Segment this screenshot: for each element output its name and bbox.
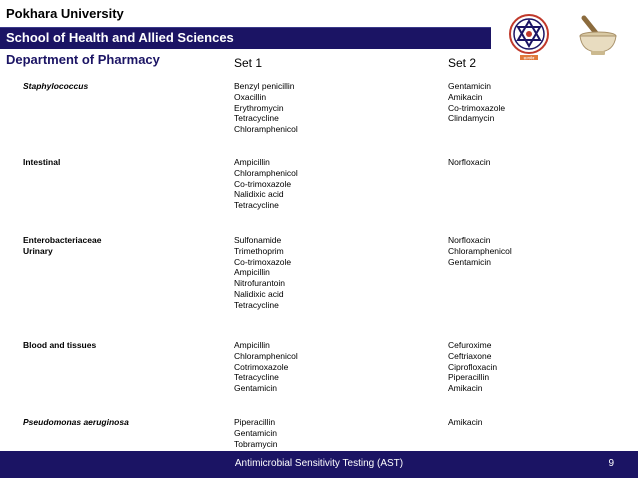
drug-item: Ceftriaxone [448,350,492,361]
drug-item: Sulfonamide [234,235,282,245]
organism-label [23,235,101,257]
school-title: School of Health and Allied Sciences [6,30,234,45]
drug-item: Benzyl penicillin [234,81,295,91]
drug-item: Tobramycin [234,438,278,449]
drug-item: Chloramphenicol [234,167,298,178]
organism-line: Enterobacteriaceae [23,235,102,245]
organism-line: Intestinal [23,157,61,167]
mortar-pestle-icon [574,14,622,58]
drug-item: Tetracycline [234,113,279,124]
drug-item: Amikacin [448,91,483,102]
department-title: Department of Pharmacy [6,52,160,67]
set2-header: Set 2 [448,56,477,70]
drug-item: Piperacillin [448,372,490,383]
drug-item: Gentamicin [234,383,277,394]
university-title: Pokhara University [6,6,124,21]
drug-item: Ampicillin [234,340,270,350]
drug-item: Cotrimoxazole [234,361,289,372]
organism-label [23,157,60,168]
drug-item: Erythromycin [234,102,284,113]
drug-item: Oxacillin [234,91,267,102]
drug-item: Tetracycline [234,200,279,211]
drug-item: Co-trimoxazole [448,102,506,113]
page-number: 9 [608,458,614,469]
set1-drug-list [234,235,291,311]
drug-item: Gentamicin [448,81,491,91]
svg-text:सत्यमेव: सत्यमेव [523,55,535,61]
drug-item: Nalidixic acid [234,288,284,299]
footer-bar [0,451,638,478]
set2-drug-list [448,340,497,394]
set2-drug-list [448,235,512,267]
drug-item: Norfloxacin [448,235,491,245]
drug-item: Clindamycin [448,113,495,124]
drug-item: Piperacillin [234,417,276,427]
drug-item: Ciprofloxacin [448,361,498,372]
drug-item: Cefuroxime [448,340,492,350]
organism-line: Urinary [23,246,53,256]
drug-item: Norfloxacin [448,157,491,167]
set2-drug-list [448,81,505,124]
drug-item: Chloramphenicol [448,245,512,256]
set1-drug-list [234,81,298,135]
school-banner [0,27,491,49]
university-logo [505,12,553,62]
drug-item: Tetracycline [234,372,279,383]
drug-item: Tetracycline [234,299,279,310]
drug-item: Chloramphenicol [234,124,298,135]
drug-item: Ampicillin [234,157,270,167]
set2-drug-list [448,157,491,168]
drug-item: Co-trimoxazole [234,256,292,267]
drug-item: Gentamicin [448,256,491,267]
set1-drug-list [234,340,298,394]
set1-drug-list [234,157,298,211]
drug-item: Trimethoprim [234,245,284,256]
drug-item: Gentamicin [234,427,277,438]
set1-drug-list [234,417,277,449]
drug-item: Nalidixic acid [234,189,284,200]
organism-line: Blood and tissues [23,340,97,350]
footer-title: Antimicrobial Sensitivity Testing (AST) [234,458,404,469]
organism-label [23,417,129,428]
drug-item: Chloramphenicol [234,350,298,361]
set1-header: Set 1 [234,56,263,70]
organism-line: Staphylococcus [23,81,89,91]
drug-item: Nitrofurantoin [234,278,286,289]
drug-item: Amikacin [448,417,483,427]
drug-item: Co-trimoxazole [234,178,292,189]
drug-item: Ampicillin [234,267,270,278]
drug-item: Amikacin [448,383,483,394]
set2-drug-list [448,417,482,428]
organism-line: Pseudomonas aeruginosa [23,417,129,427]
organism-label [23,81,88,92]
organism-label [23,340,96,351]
